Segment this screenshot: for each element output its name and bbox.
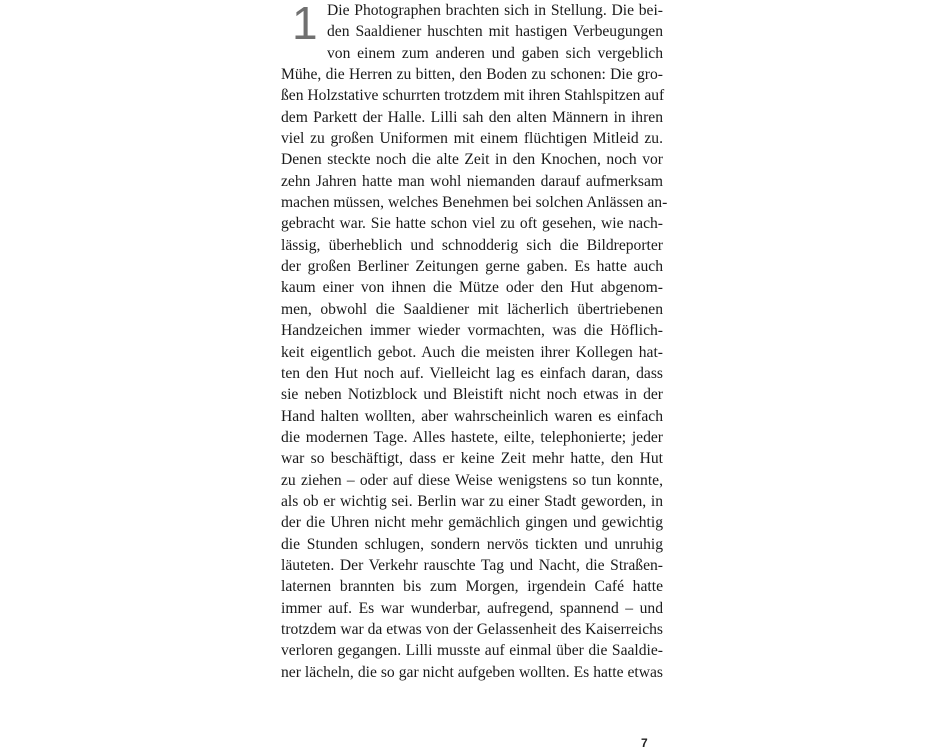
text-line: gebracht war. Sie hatte schon viel zu oft gesehen, wie nach- bbox=[281, 215, 663, 233]
text-line: die modernen Tage. Alles hastete, eilte, telephonierte; jeder bbox=[281, 428, 663, 446]
body-lines bbox=[281, 0, 668, 683]
text-line: kaum einer von ihnen die Mütze oder den Hut abgenom- bbox=[281, 279, 663, 297]
text-line: zehn Jahren hatte man wohl niemanden darauf aufmerksam bbox=[281, 172, 663, 190]
text-line: immer auf. Es war wunderbar, aufregend, spannend – und bbox=[281, 599, 663, 617]
chapter-number: 1 bbox=[292, 0, 318, 49]
text-line: war so beschäftigt, dass er keine Zeit mehr hatte, den Hut bbox=[281, 450, 663, 468]
text-line: der die Uhren nicht mehr gemächlich gingen und gewichtig bbox=[281, 514, 663, 532]
text-line: den Saaldiener huschten mit hastigen Verbeugungen bbox=[327, 23, 663, 41]
text-line: läuteten. Der Verkehr rauschte Tag und Nacht, die Straßen- bbox=[281, 556, 663, 574]
text-line: Handzeichen immer wieder vormachten, was die Höflich- bbox=[281, 322, 663, 340]
page-number: 7 bbox=[641, 736, 648, 750]
text-line: verloren gegangen. Lilli musste auf einmal über die Saaldie- bbox=[281, 642, 663, 660]
text-line: sie neben Notizblock und Bleistift nicht noch etwas in der bbox=[281, 386, 663, 404]
text-line: men, obwohl die Saaldiener mit lächerlich übertriebenen bbox=[281, 300, 663, 318]
text-line: die Stunden schlugen, sondern nervös tickten und unruhig bbox=[281, 535, 663, 553]
text-line: lässig, überheblich und schnodderig sich die Bildreporter bbox=[281, 236, 663, 254]
text-line: dem Parkett der Halle. Lilli sah den alten Männern in ihren bbox=[281, 108, 663, 126]
text-line: zu ziehen – oder auf diese Weise wenigstens so tun konnte, bbox=[281, 471, 663, 489]
text-line: Mühe, die Herren zu bitten, den Boden zu schonen: Die gro- bbox=[281, 66, 663, 84]
text-line: Hand halten wollten, aber wahrscheinlich waren es einfach bbox=[281, 407, 663, 425]
text-line: keit eigentlich gebot. Auch die meisten ihrer Kollegen hat- bbox=[281, 343, 663, 361]
body-text-block bbox=[281, 0, 668, 683]
text-line: laternen brannten bis zum Morgen, irgendein Café hatte bbox=[281, 578, 663, 596]
text-line: Denen steckte noch die alte Zeit in den Knochen, noch vor bbox=[281, 151, 663, 169]
text-line: Die Photographen brachten sich in Stellung. Die bei- bbox=[327, 2, 663, 19]
text-line: der großen Berliner Zeitungen gerne gaben. Es hatte auch bbox=[281, 258, 663, 276]
text-line: ner lächeln, die so gar nicht aufgeben wollten. Es hatte etwas bbox=[281, 663, 663, 681]
text-line: von einem zum anderen und gaben sich vergeblich bbox=[327, 44, 663, 62]
text-line: als ob er wichtig sei. Berlin war zu einer Stadt geworden, in bbox=[281, 492, 663, 510]
text-line: ßen Holzstative schurrten trotzdem mit ihren Stahlspitzen auf bbox=[281, 87, 665, 105]
text-line: trotzdem war da etwas von der Gelassenheit des Kaiserreichs bbox=[281, 620, 663, 638]
text-line: ten den Hut noch auf. Vielleicht lag es einfach daran, dass bbox=[281, 364, 663, 382]
text-line: viel zu großen Uniformen mit einem flüchtigen Mitleid zu. bbox=[281, 130, 663, 148]
text-line: machen müssen, welches Benehmen bei solchen Anlässen an- bbox=[281, 194, 668, 212]
